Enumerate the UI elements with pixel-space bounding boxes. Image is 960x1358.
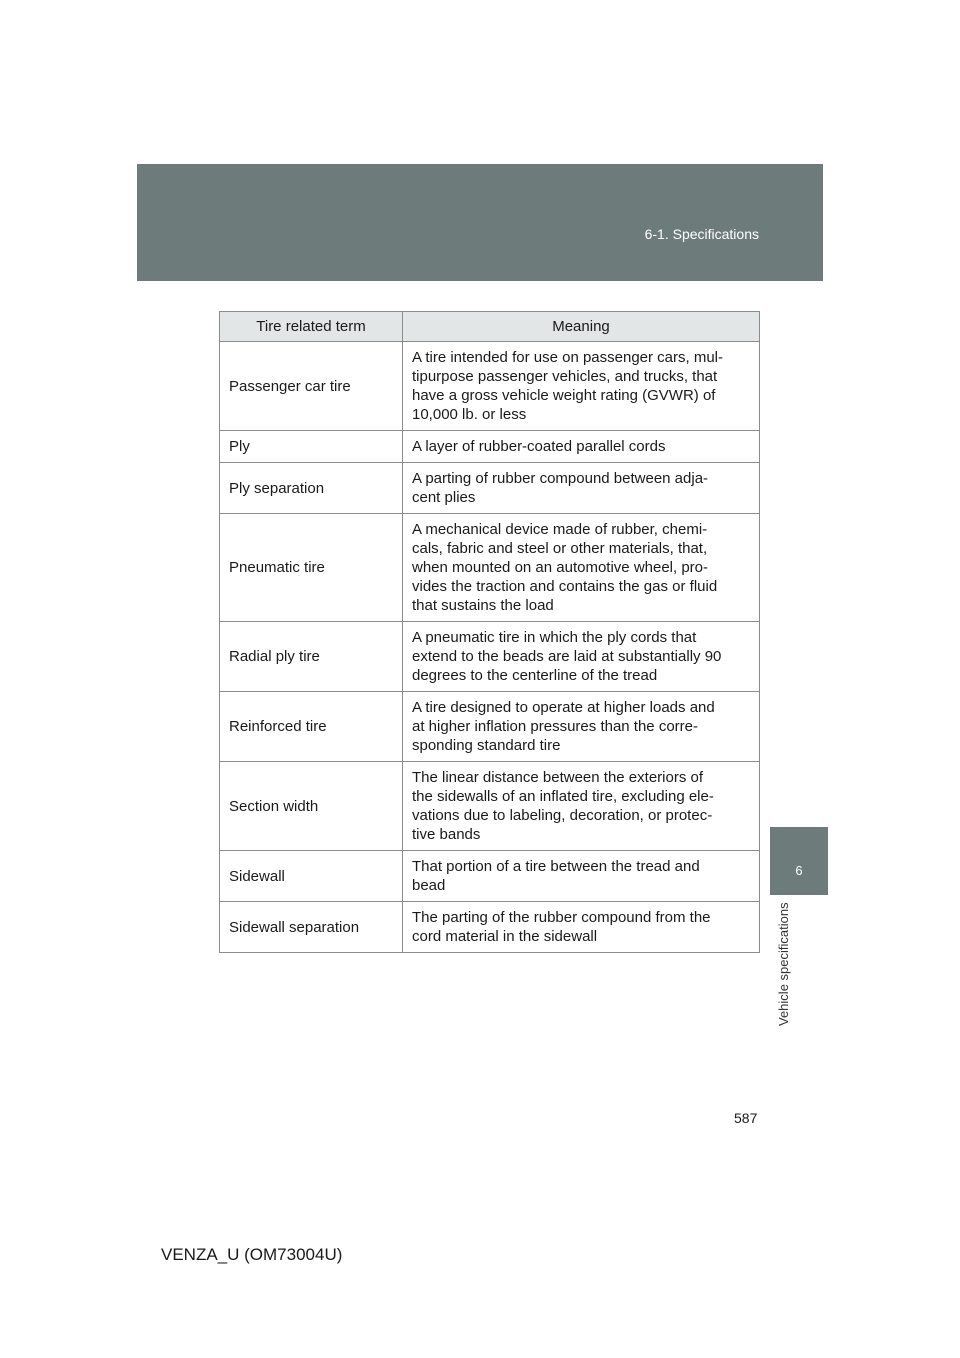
table-row <box>220 622 760 692</box>
meaning-line: that sustains the load <box>412 597 554 614</box>
meaning-cell <box>403 692 760 762</box>
meaning-line: have a gross vehicle weight rating (GVWR) of <box>412 387 716 404</box>
header-band <box>137 164 823 281</box>
table-header-row <box>220 312 760 342</box>
term-cell: Ply separation <box>220 463 403 514</box>
section-title: 6-1. Specifications <box>644 226 759 242</box>
meaning-line: vations due to labeling, decoration, or protec- <box>412 807 713 824</box>
meaning-cell <box>403 622 760 692</box>
table-row <box>220 851 760 902</box>
meaning-line: A mechanical device made of rubber, chemi- <box>412 521 708 538</box>
meaning-line: A parting of rubber compound between adja- <box>412 470 709 487</box>
term-cell: Section width <box>220 762 403 851</box>
meaning-line: extend to the beads are laid at substantially 90 <box>412 648 722 665</box>
meaning-line: A pneumatic tire in which the ply cords that <box>412 629 697 646</box>
term-cell: Radial ply tire <box>220 622 403 692</box>
meaning-line: A layer of rubber-coated parallel cords <box>412 438 666 455</box>
table-row <box>220 342 760 431</box>
meaning-cell <box>403 514 760 622</box>
term-cell: Ply <box>220 431 403 463</box>
column-header-term: Tire related term <box>220 312 403 342</box>
table-row <box>220 902 760 953</box>
meaning-line: degrees to the centerline of the tread <box>412 667 658 684</box>
meaning-cell <box>403 851 760 902</box>
table-row <box>220 463 760 514</box>
chapter-tab <box>770 827 828 895</box>
tire-terms-table <box>219 311 760 953</box>
page-number: 587 <box>734 1110 758 1126</box>
table-row <box>220 762 760 851</box>
meaning-line: at higher inflation pressures than the corre- <box>412 718 698 735</box>
chapter-number: 6 <box>795 863 803 878</box>
meaning-line: the sidewalls of an inflated tire, excluding ele- <box>412 788 714 805</box>
meaning-line: The parting of the rubber compound from the <box>412 909 711 926</box>
meaning-cell <box>403 902 760 953</box>
meaning-cell <box>403 342 760 431</box>
meaning-line: A tire intended for use on passenger cars, mul- <box>412 349 724 366</box>
meaning-line: That portion of a tire between the tread and <box>412 858 700 875</box>
meaning-line: cals, fabric and steel or other materials, that, <box>412 540 708 557</box>
term-cell: Passenger car tire <box>220 342 403 431</box>
table-row <box>220 692 760 762</box>
meaning-line: The linear distance between the exteriors of <box>412 769 703 786</box>
meaning-line: tipurpose passenger vehicles, and trucks, that <box>412 368 718 385</box>
meaning-line: cord material in the sidewall <box>412 928 598 945</box>
chapter-label: Vehicle specifications <box>776 902 791 1026</box>
meaning-line: when mounted on an automotive wheel, pro- <box>412 559 709 576</box>
meaning-line: tive bands <box>412 826 481 843</box>
meaning-cell <box>403 463 760 514</box>
meaning-line: sponding standard tire <box>412 737 561 754</box>
document-code: VENZA_U (OM73004U) <box>161 1245 343 1264</box>
meaning-line: 10,000 lb. or less <box>412 406 527 423</box>
column-header-meaning: Meaning <box>403 312 760 342</box>
meaning-cell <box>403 762 760 851</box>
term-cell: Sidewall <box>220 851 403 902</box>
meaning-line: cent plies <box>412 489 476 506</box>
term-cell: Reinforced tire <box>220 692 403 762</box>
meaning-line: vides the traction and contains the gas or fluid <box>412 578 718 595</box>
table-row <box>220 514 760 622</box>
term-cell: Sidewall separation <box>220 902 403 953</box>
table-row <box>220 431 760 463</box>
term-cell: Pneumatic tire <box>220 514 403 622</box>
meaning-line: bead <box>412 877 446 894</box>
meaning-line: A tire designed to operate at higher loads and <box>412 699 715 716</box>
meaning-cell <box>403 431 760 463</box>
